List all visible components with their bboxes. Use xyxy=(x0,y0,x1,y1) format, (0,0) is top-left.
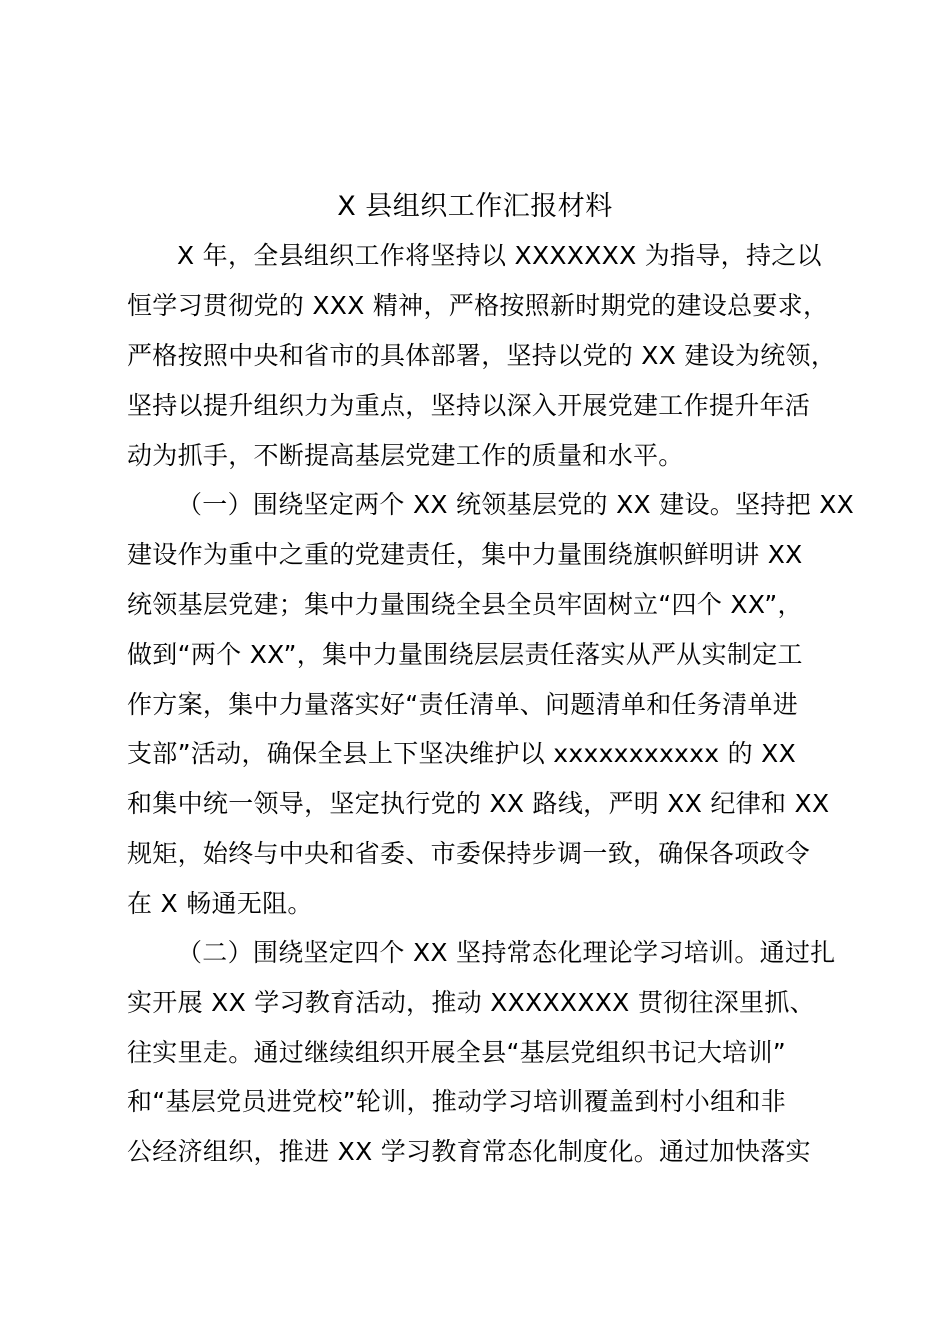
document-title: X 县组织工作汇报材料 xyxy=(337,191,613,222)
paragraph-1-line-1: X 年，全县组织工作将坚持以 XXXXXXX 为指导，持之以 xyxy=(177,241,822,270)
paragraph-1-line-2: 恒学习贯彻党的 XXX 精神，严格按照新时期党的建设总要求， xyxy=(127,291,829,320)
paragraph-3-line-3: 往实里走。通过继续组织开展全县“基层党组织书记大培训” xyxy=(127,1038,787,1067)
paragraph-2-line-9: 在 X 畅通无阻。 xyxy=(127,889,313,918)
paragraph-2-line-6: 支部”活动，确保全县上下坚决维护以 xxxxxxxxxxx 的 XX xyxy=(127,739,796,768)
paragraph-2-line-3: 统领基层党建；集中力量围绕全县全员牢固树立“四个 XX”， xyxy=(127,590,803,619)
paragraph-1-line-5: 动为抓手，不断提高基层党建工作的质量和水平。 xyxy=(127,441,684,470)
paragraph-2-line-1: （一）围绕坚定两个 XX 统领基层党的 XX 建设。坚持把 XX xyxy=(177,490,855,519)
paragraph-3-line-5: 公经济组织，推进 XX 学习教育常态化制度化。通过加快落实 xyxy=(127,1137,811,1166)
paragraph-2-line-7: 和集中统一领导，坚定执行党的 XX 路线，严明 XX 纪律和 XX xyxy=(127,789,830,818)
paragraph-1-line-4: 坚持以提升组织力为重点，坚持以深入开展党建工作提升年活 xyxy=(127,391,811,420)
paragraph-2-line-8: 规矩，始终与中央和省委、市委保持步调一致，确保各项政令 xyxy=(127,839,811,868)
paragraph-3-line-4: 和“基层党员进党校”轮训，推动学习培训覆盖到村小组和非 xyxy=(127,1087,787,1116)
paragraph-2-line-2: 建设作为重中之重的党建责任，集中力量围绕旗帜鲜明讲 XX xyxy=(127,540,803,569)
paragraph-1-line-3: 严格按照中央和省市的具体部署，坚持以党的 XX 建设为统领， xyxy=(127,341,837,370)
paragraph-3-line-2: 实开展 XX 学习教育活动，推动 XXXXXXXX 贯彻往深里抓、 xyxy=(127,988,815,1017)
paragraph-2-line-4: 做到“两个 XX”，集中力量围绕层层责任落实从严从实制定工 xyxy=(127,640,803,669)
paragraph-3-line-1: （二）围绕坚定四个 XX 坚持常态化理论学习培训。通过扎 xyxy=(177,938,836,967)
paragraph-2-line-5: 作方案，集中力量落实好“责任清单、问题清单和任务清单进 xyxy=(127,690,799,719)
